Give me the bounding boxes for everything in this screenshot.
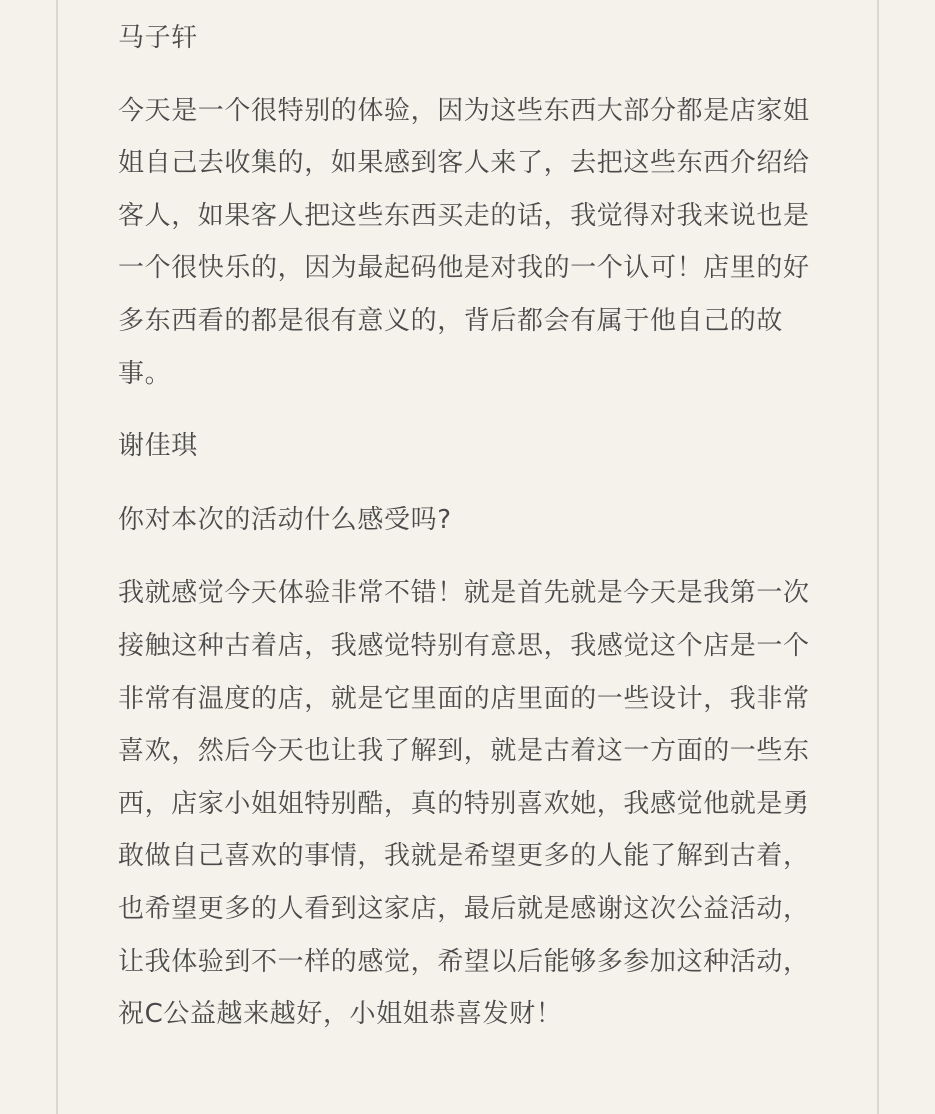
response-paragraph: 今天是一个很特别的体验，因为这些东西大部分都是店家姐姐自己去收集的，如果感到客人来了，去把这些东西介绍给客人，如果客人把这些东西买走的话，我觉得对我来说也是一个很快乐的，因为最起码他是对我的一个认可！店里的好多东西看的都是很有意义的，背后都会有属于他自己的故事。 [118,95,810,389]
left-border-line [56,0,58,1114]
response-paragraph: 我就感觉今天体验非常不错！就是首先就是今天是我第一次接触这种古着店，我感觉特别有意思，我感觉这个店是一个非常有温度的店，就是它里面的店里面的一些设计，我非常喜欢，然后今天也让我了解到，就是古着这一方面的一些东西，店家小姐姐特别酷，真的特别喜欢她，我感觉他就是勇敢做自己喜欢的事情，我就是希望更多的人能了解到古着，也希望更多的人看到这家店，最后就是感谢这次公益活动，让我体验到不一样的感觉，希望以后能够多参加这种活动，祝C公益越来越好，小姐姐恭喜发财！ [118,578,810,1030]
right-border-line [877,0,879,1114]
interview-question: 你对本次的活动什么感受吗? [118,504,452,535]
speaker-name: 马子轩 [118,23,198,53]
speaker-name: 谢佳琪 [118,431,198,462]
article-content [118,12,820,1041]
